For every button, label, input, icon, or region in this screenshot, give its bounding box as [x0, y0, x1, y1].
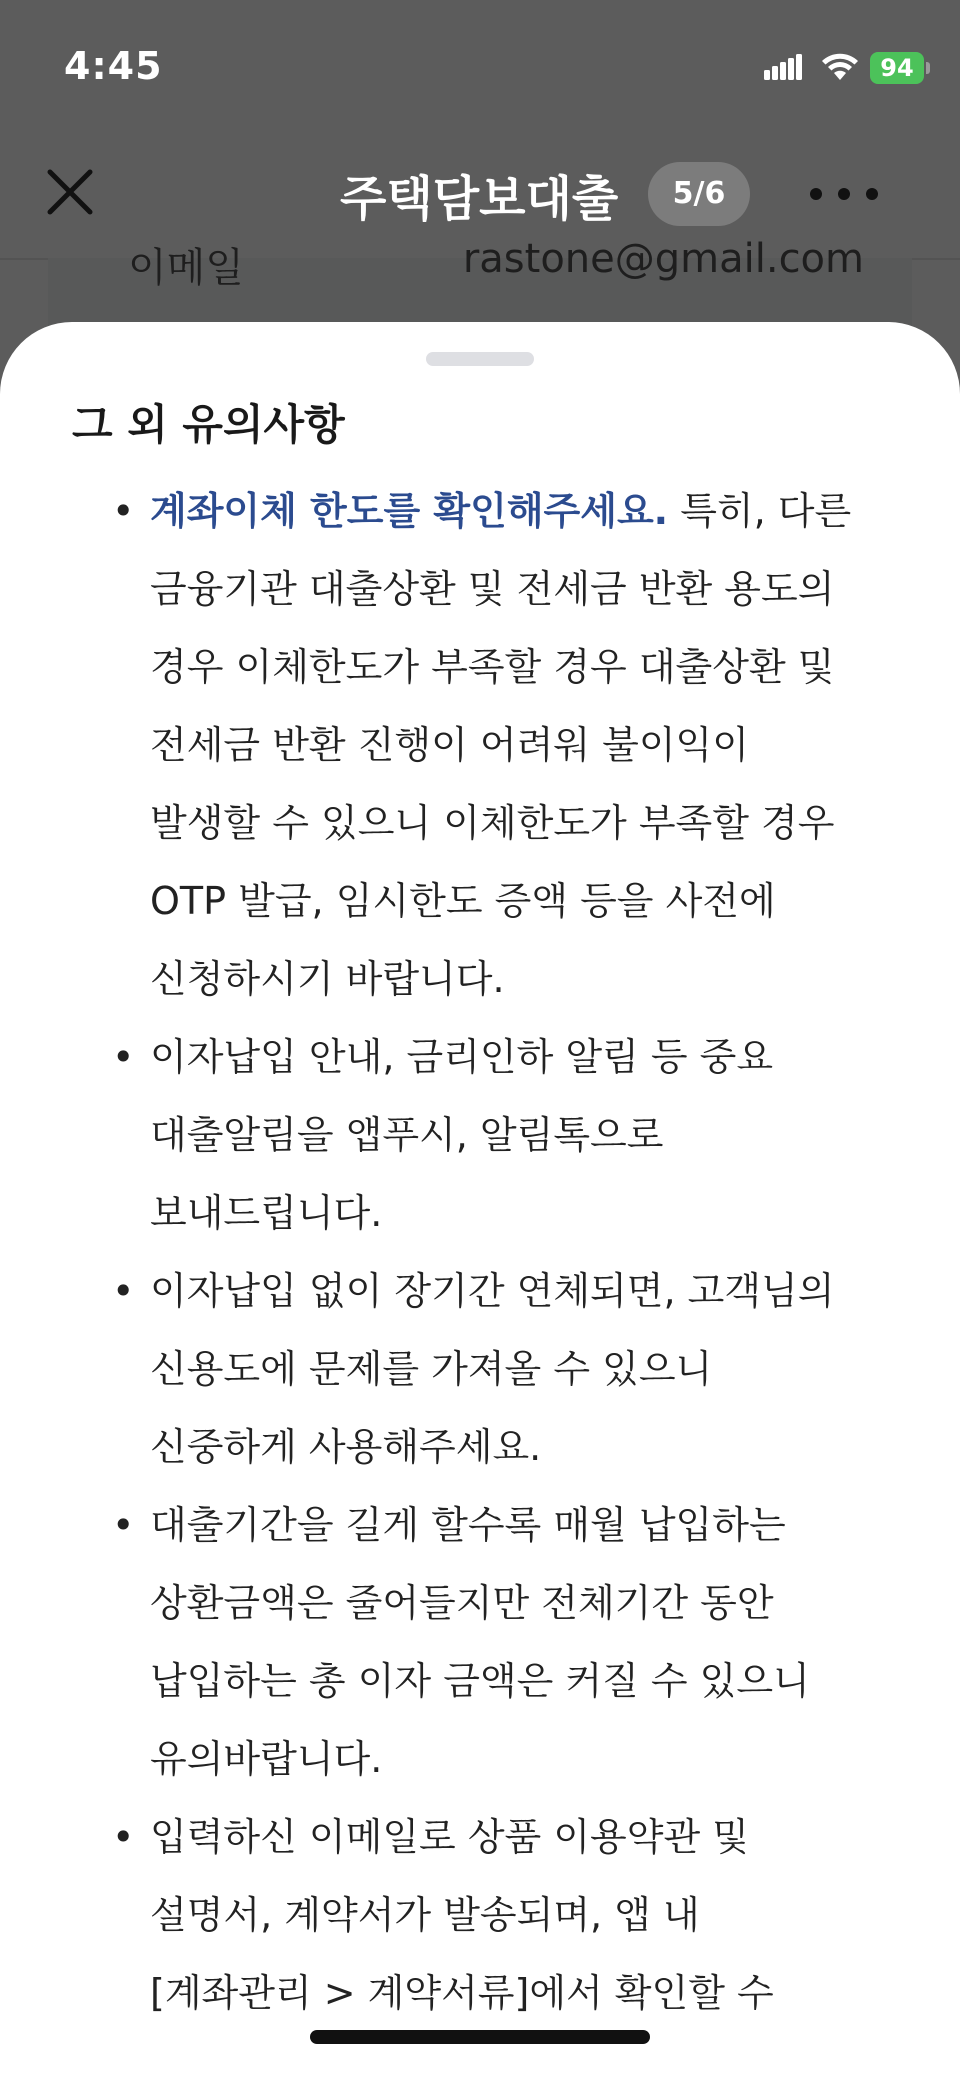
- notice-line: 납입하는 총 이자 금액은 커질 수 있으니: [150, 1659, 810, 1703]
- notice-line: 유의바랍니다.: [150, 1737, 383, 1781]
- bullet: •: [112, 1815, 135, 1859]
- notice-line: 신중하게 사용해주세요.: [150, 1425, 542, 1469]
- close-icon[interactable]: [44, 166, 96, 218]
- bullet: •: [112, 1035, 135, 1079]
- signal-icon: [764, 54, 804, 82]
- notice-item: [112, 1798, 892, 2032]
- status-bar: [0, 0, 960, 140]
- notice-line: 보내드립니다.: [150, 1191, 383, 1235]
- home-indicator[interactable]: [310, 2030, 650, 2044]
- notice-line: 신청하시기 바랍니다.: [150, 957, 505, 1001]
- bullet: •: [112, 1269, 135, 1313]
- notice-line: 대출기간을 길게 할수록 매월 납입하는: [150, 1503, 786, 1547]
- notice-highlight: 계좌이체 한도를 확인해주세요.: [150, 489, 669, 533]
- notice-line: 신용도에 문제를 가져올 수 있으니: [150, 1347, 713, 1391]
- notice-list: [112, 472, 892, 2032]
- notice-item: [112, 472, 892, 1018]
- notice-line: 상환금액은 줄어들지만 전체기간 동안: [150, 1581, 774, 1625]
- notice-line: OTP 발급, 임시한도 증액 등을 사전에: [150, 879, 776, 923]
- bullet: •: [112, 489, 135, 533]
- notice-line: 발생할 수 있으니 이체한도가 부족할 경우: [150, 801, 835, 845]
- battery-icon: [870, 52, 930, 84]
- status-time: 4:45: [64, 44, 163, 88]
- page-indicator: 5/6: [648, 162, 750, 226]
- notice-line: 이자납입 없이 장기간 연체되면, 고객님의: [150, 1269, 835, 1313]
- sheet-title: 그 외 유의사항: [72, 400, 345, 449]
- notice-line: [계좌관리 > 계약서류]에서 확인할 수: [150, 1971, 774, 2015]
- nav-bar: [0, 140, 960, 258]
- page-title: 주택담보대출: [340, 171, 619, 227]
- notice-line: 설명서, 계약서가 발송되며, 앱 내: [150, 1893, 700, 1937]
- notice-line: 특히, 다른: [668, 489, 852, 533]
- more-icon[interactable]: [808, 184, 880, 204]
- sheet-content[interactable]: [0, 322, 960, 2015]
- bullet: •: [112, 1503, 135, 1547]
- notice-line: 입력하신 이메일로 상품 이용약관 및: [150, 1815, 749, 1859]
- notice-item: [112, 1252, 892, 1486]
- notice-line: 금융기관 대출상환 및 전세금 반환 용도의: [150, 567, 835, 611]
- notice-item: [112, 1018, 892, 1252]
- bottom-sheet: [0, 322, 960, 2079]
- notice-line: 전세금 반환 진행이 어려워 불이익이: [150, 723, 749, 767]
- notice-line: 경우 이체한도가 부족할 경우 대출상환 및: [150, 645, 835, 689]
- battery-level: 94: [880, 54, 914, 82]
- notice-line: 이자납입 안내, 금리인하 알림 등 중요: [150, 1035, 774, 1079]
- notice-item: [112, 1486, 892, 1798]
- wifi-icon: [820, 50, 860, 82]
- notice-line: 대출알림을 앱푸시, 알림톡으로: [150, 1113, 664, 1157]
